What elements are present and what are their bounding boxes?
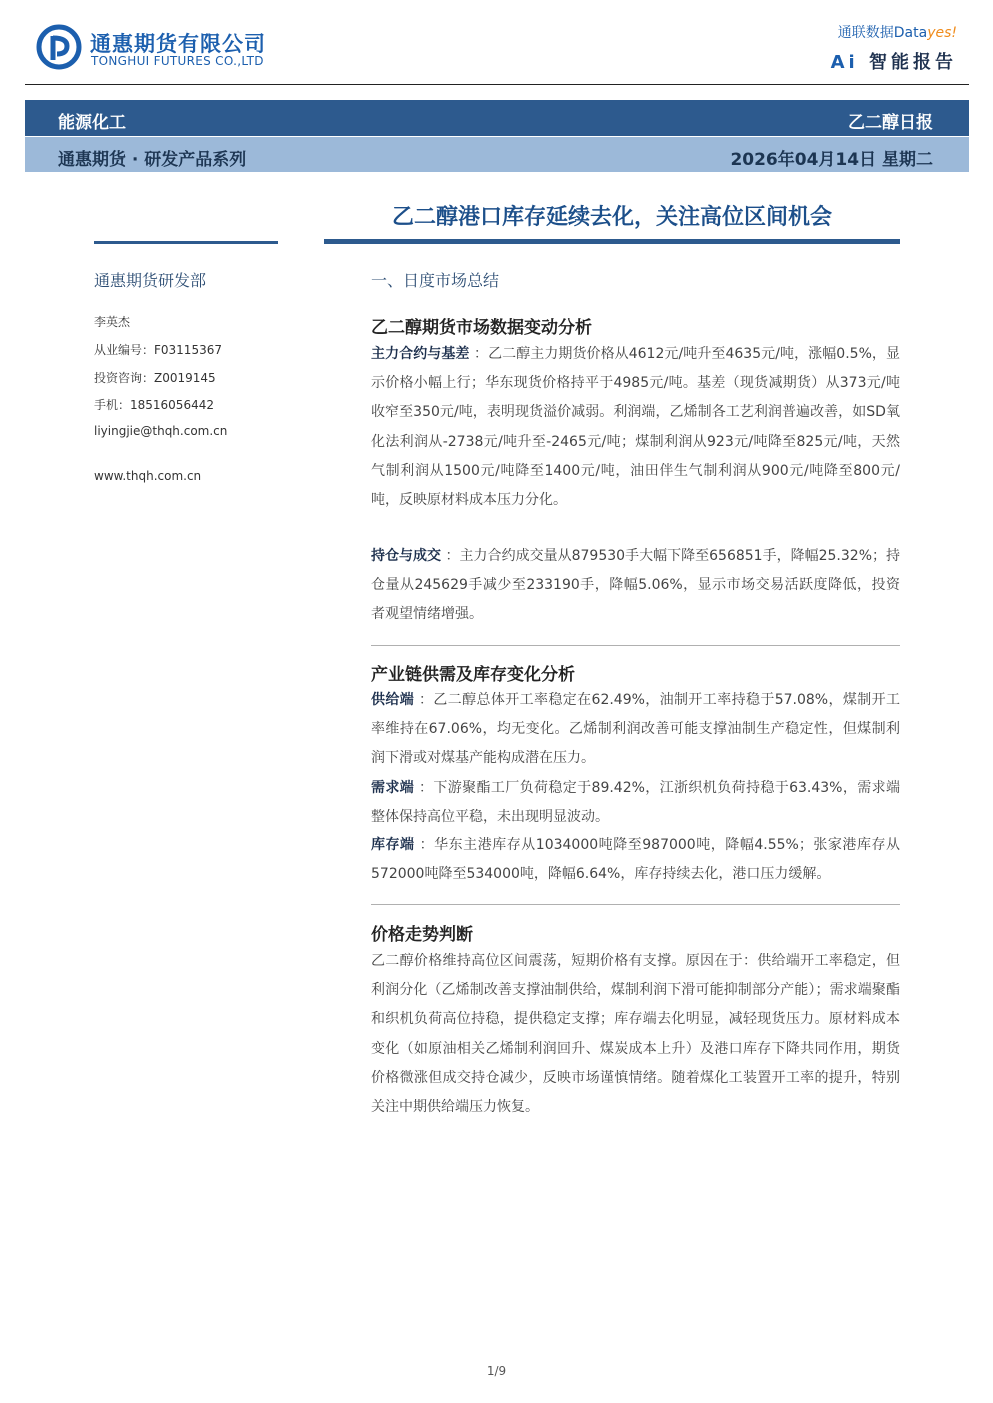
section-heading: 一、日度市场总结 bbox=[371, 271, 500, 290]
position-label: 持仓与成交 bbox=[371, 548, 442, 564]
category-band bbox=[25, 100, 969, 136]
brand-data: Data bbox=[893, 25, 928, 41]
company-name-cn: 通惠期货有限公司 bbox=[90, 32, 266, 56]
email-address[interactable]: liyingjie@thqh.com.cn bbox=[94, 424, 228, 438]
section-divider bbox=[371, 645, 900, 646]
analyst-name: 李英杰 bbox=[94, 315, 131, 329]
title-underline bbox=[324, 239, 900, 244]
sidebar-rule bbox=[94, 241, 278, 244]
page-number: 1/9 bbox=[486, 1364, 507, 1378]
inventory-label: 库存端 bbox=[371, 837, 415, 853]
price-paragraph: 乙二醇价格维持高位区间震荡，短期价格有支撑。原因在于：供给端开工率稳定，但利润分化（乙烯制改善支撑油制供给，煤制利润下滑可能抑制部分产能）；需求端聚酯和织机负荷高位持稳，提供稳定支撑；库存端去化明显，减轻现货压力。原材料成本变化（如原油相关乙烯制利润回升、煤炭成本上升）及港口库存下降共同作用，期货价格微涨但成交持仓减少，反映市场谨慎情绪。随着煤化工装置开工率的提升，特别关注中期供给端压力恢复。 bbox=[371, 953, 900, 1116]
supply-label: 供给端 bbox=[371, 692, 415, 708]
report-type-label: 乙二醇日报 bbox=[848, 113, 933, 133]
futures-heading: 乙二醇期货市场数据变动分析 bbox=[371, 318, 592, 338]
report-label: 智能报告 bbox=[869, 52, 957, 73]
tonghui-logo-icon bbox=[36, 24, 82, 70]
series-label: 通惠期货 · 研发产品系列 bbox=[58, 150, 247, 170]
ai-label: Ai bbox=[830, 52, 859, 73]
inventory-paragraph bbox=[371, 831, 900, 889]
price-heading: 价格走势判断 bbox=[371, 925, 473, 945]
datayes-brand bbox=[838, 22, 957, 42]
contract-label: 主力合约与基差 bbox=[371, 346, 470, 362]
demand-label: 需求端 bbox=[371, 780, 415, 796]
contract-paragraph bbox=[371, 340, 900, 515]
report-date: 2026年04月14日 星期二 bbox=[730, 150, 933, 170]
brand-yes: yes! bbox=[927, 25, 957, 41]
position-text: ：主力合约成交量从879530手大幅下降至656851手，降幅25.32%；持仓量从245629手减少至233190手，降幅5.06%，显示市场交易活跃度降低，投资者观望情绪增强。 bbox=[371, 548, 901, 623]
inventory-text: ：华东主港库存从1034000吨降至987000吨，降幅4.55%；张家港库存从572000吨降至534000吨，降幅6.64%，库存持续去化，港口压力缓解。 bbox=[371, 837, 901, 883]
phone-number: 手机：18516056442 bbox=[94, 398, 214, 412]
website-link[interactable]: www.thqh.com.cn bbox=[94, 469, 202, 483]
company-name-en: TONGHUI FUTURES CO.,LTD bbox=[91, 54, 264, 68]
contract-text: ：乙二醇主力期货价格从4612元/吨升至4635元/吨，涨幅0.5%，显示价格小幅上行；华东现货价格持平于4985元/吨。基差（现货减期货）从373元/吨收窄至350元/吨，表明现货溢价减弱。利润端，乙烯制各工艺利润普遍改善，如SD氧化法利润从-2738元/吨升至-2465元/吨；煤制利润从923元/吨降至825元/吨，天然气制利润从1500元/吨降至1400元/吨，油田伴生气制利润从900元/吨降至800元/吨，反映原材料成本压力分化。 bbox=[371, 346, 901, 509]
position-paragraph bbox=[371, 542, 900, 630]
section-divider bbox=[371, 904, 900, 905]
report-title: 乙二醇港口库存延续去化，关注高位区间机会 bbox=[391, 205, 832, 230]
brand-prefix: 通联数据 bbox=[837, 25, 894, 41]
header-divider bbox=[25, 84, 969, 85]
ai-report-label bbox=[831, 48, 957, 74]
supply-text: ：乙二醇总体开工率稳定在62.49%，油制开工率持稳于57.08%，煤制开工率维持在67.06%，均无变化。乙烯制利润改善可能支撑油制生产稳定性，但煤制利润下滑或对煤基产能构成潜在压力。 bbox=[371, 692, 900, 767]
sector-label: 能源化工 bbox=[58, 113, 126, 133]
demand-paragraph bbox=[371, 774, 900, 832]
supply-paragraph bbox=[371, 686, 900, 774]
license-number: 从业编号：F03115367 bbox=[94, 343, 222, 357]
demand-text: ：下游聚酯工厂负荷稳定于89.42%，江浙织机负荷持稳于63.43%，需求端整体保持高位平稳，未出现明显波动。 bbox=[371, 780, 900, 826]
department-name: 通惠期货研发部 bbox=[94, 271, 207, 290]
supply-chain-heading: 产业链供需及库存变化分析 bbox=[371, 665, 575, 685]
advisory-number: 投资咨询：Z0019145 bbox=[94, 371, 216, 385]
